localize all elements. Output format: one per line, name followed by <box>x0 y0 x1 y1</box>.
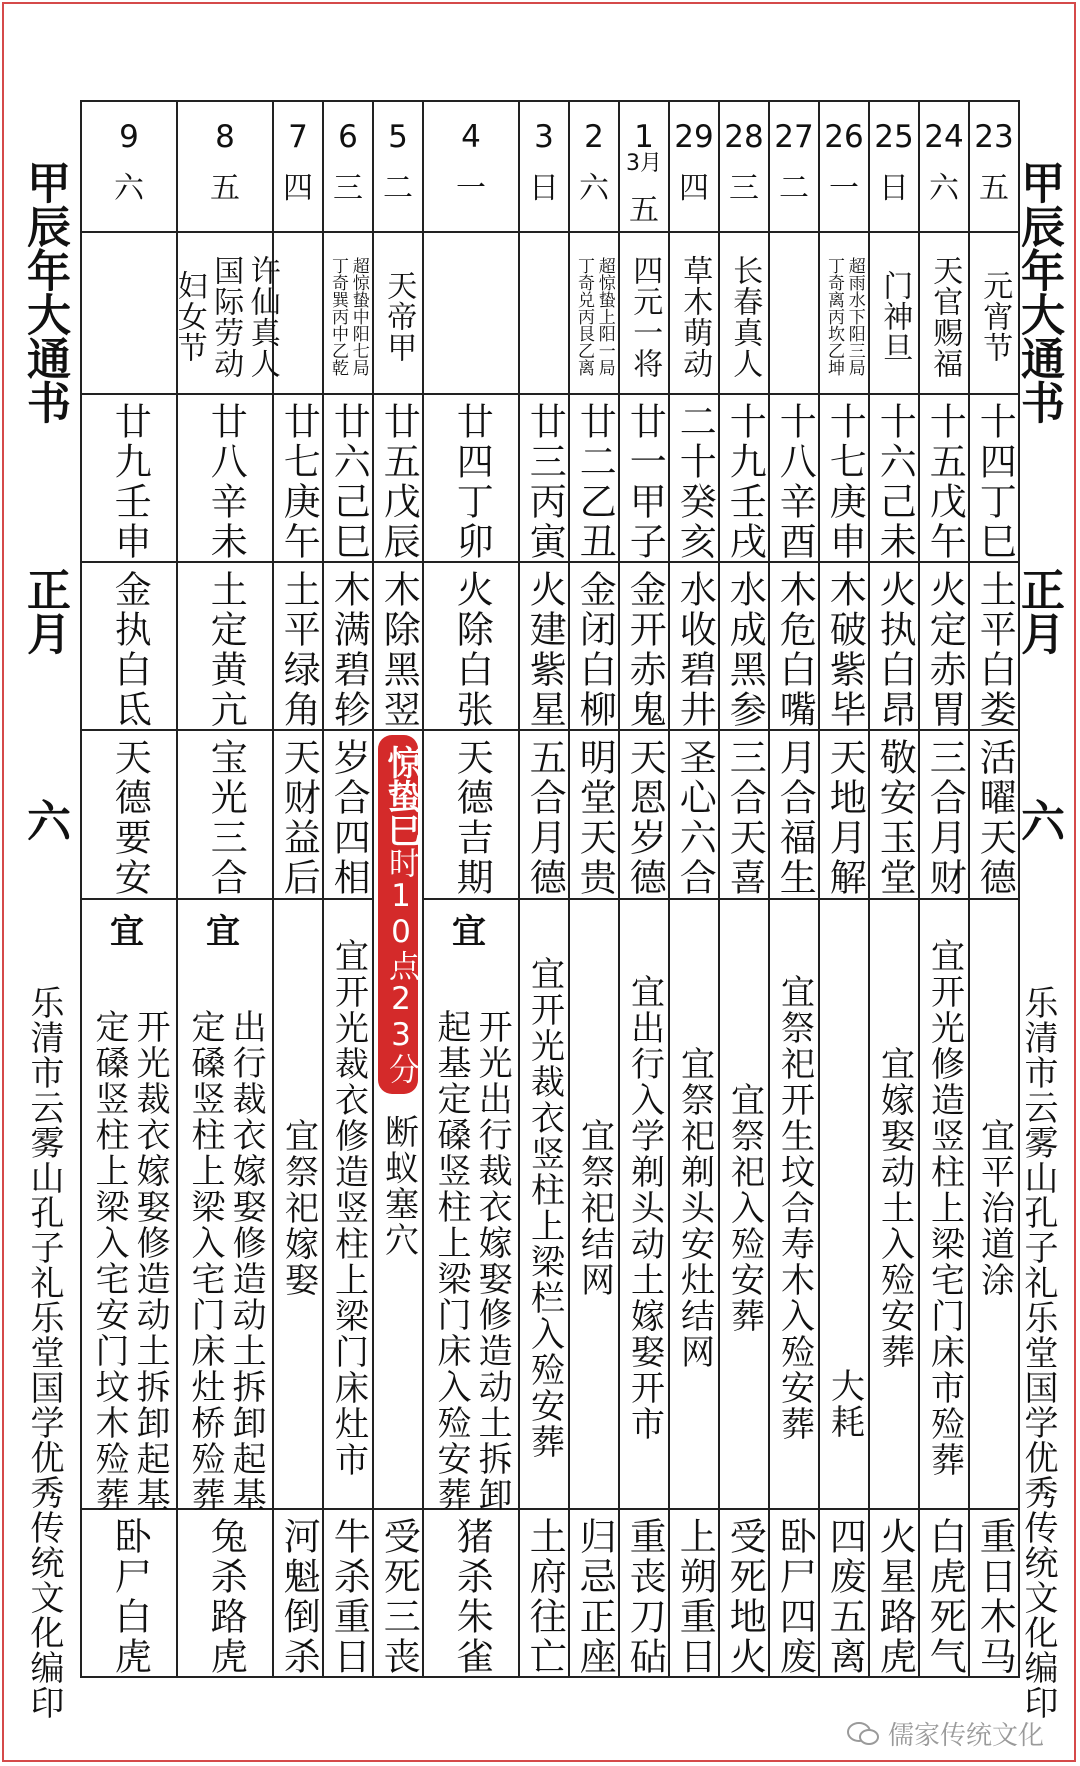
watermark-text: 儒家传统文化 <box>887 1721 1044 1751</box>
ganzhi-cell <box>819 394 869 562</box>
stars-cell <box>81 730 177 898</box>
lunar-date: 廿七庚午 <box>277 402 321 562</box>
festival-cell <box>669 232 719 394</box>
yi-text: 宜祭祀开生坟合寿木入殓安葬 <box>774 973 815 1442</box>
inauspicious-text: 四废五离 <box>823 1516 867 1677</box>
festival-cell <box>273 232 323 394</box>
lunar-date: 十四丁巳 <box>973 402 1017 562</box>
yi-text: 宜祭祀入殓安葬 <box>724 1081 765 1334</box>
date-cell <box>869 101 919 232</box>
stars-cell <box>323 730 373 898</box>
inauspicious-text: 上朔重日 <box>673 1516 717 1677</box>
stars-cell <box>519 730 569 898</box>
date-cell <box>177 101 273 232</box>
element-text: 木除黑翌 <box>377 570 421 731</box>
yi-cell <box>569 899 619 1509</box>
auspicious-stars: 圣心六合 <box>673 738 717 899</box>
element-cell <box>323 562 373 730</box>
festival-cell <box>919 232 969 394</box>
stars-cell <box>719 730 769 898</box>
publisher-right: 乐清市云雾山孔子礼乐堂国学优秀传统文化编印 <box>1018 985 1058 1720</box>
festival-cell <box>423 232 519 394</box>
yi-stack <box>920 900 968 1512</box>
ji-cell <box>569 1509 619 1677</box>
festival-stack <box>274 233 322 397</box>
festival-stack <box>171 233 280 397</box>
date-cell <box>769 101 819 232</box>
yi-text: 定磉竖柱上梁入宅门床灶桥殓葬 <box>185 1008 225 1513</box>
inauspicious-text: 牛杀重日 <box>327 1516 371 1677</box>
day-number: 7 <box>288 119 308 155</box>
ji-cell <box>819 1509 869 1677</box>
element-text: 金开赤鬼 <box>623 570 667 731</box>
stars-cell <box>423 730 519 898</box>
yi-stack <box>520 900 568 1512</box>
auspicious-stars: 宝光三合 <box>204 738 248 899</box>
month-label-left: 正月 <box>19 567 70 655</box>
auspicious-stars: 天德要安 <box>108 738 152 899</box>
watermark <box>846 1715 1044 1752</box>
yi-stack <box>178 953 272 1565</box>
auspicious-stars: 五合月德 <box>523 738 567 899</box>
stars-cell <box>869 730 919 898</box>
auspicious-stars: 天地月解 <box>823 738 867 899</box>
ganzhi-cell <box>81 394 177 562</box>
date-cell <box>423 101 519 232</box>
day-number: 8 <box>215 119 235 155</box>
yi-stack <box>82 953 176 1565</box>
ganzhi-cell <box>669 394 719 562</box>
yi-text: 宜祭祀剃头安灶结网 <box>674 1045 715 1370</box>
ganzhi-cell <box>323 394 373 562</box>
festival-cell <box>769 232 819 394</box>
ganzhi-cell <box>373 394 423 562</box>
stars-cell <box>769 730 819 898</box>
festival-cell <box>519 232 569 394</box>
lunar-date: 廿九壬申 <box>108 402 152 562</box>
yi-header: 宜 <box>110 911 148 952</box>
element-row <box>81 562 1019 730</box>
yi-text: 开光出行裁衣嫁娶修造动土拆卸 <box>472 1008 513 1513</box>
wechat-icon <box>846 1721 880 1747</box>
qimen-text: 丁奇巽丙中乙乾 <box>328 257 348 377</box>
date-cell <box>919 101 969 232</box>
festival-cell <box>969 232 1019 394</box>
festival-stack <box>720 233 768 397</box>
auspicious-stars: 明堂天贵 <box>573 738 617 899</box>
weekday: 三 <box>333 171 363 206</box>
ji-cell <box>919 1509 969 1677</box>
element-cell <box>769 562 819 730</box>
festival-stack <box>620 233 668 397</box>
qimen-text: 丁奇兑丙艮乙离 <box>574 257 594 377</box>
festival-cell <box>323 232 373 394</box>
yi-stack <box>274 900 322 1512</box>
festival-text: 长春真人 <box>727 254 763 379</box>
inauspicious-text: 火星路虎 <box>873 1516 917 1677</box>
element-text: 水成黑参 <box>723 570 767 731</box>
auspicious-stars: 敬安玉堂 <box>873 738 917 899</box>
ji-cell <box>969 1509 1019 1677</box>
inauspicious-text: 猪杀朱雀 <box>450 1516 494 1677</box>
yi-cell <box>81 899 177 1513</box>
festival-stack <box>570 233 618 397</box>
weekday: 二 <box>383 171 413 206</box>
yi-text: 宜开光裁衣修造竖柱上梁门床灶市 <box>328 937 369 1478</box>
yi-cell <box>719 899 769 1509</box>
ganzhi-cell <box>423 394 519 562</box>
inauspicious-text: 重日木马 <box>973 1516 1017 1677</box>
element-text: 金闭白柳 <box>573 570 617 731</box>
festival-stack <box>870 233 918 397</box>
ganzhi-row <box>81 394 1019 562</box>
yi-cell <box>423 899 519 1513</box>
festival-cell <box>373 232 423 394</box>
festival-text: 天官赐福 <box>927 254 963 379</box>
day-number: 25 <box>874 119 914 155</box>
qimen-text: 超惊蛰中阳七局 <box>348 257 369 377</box>
festival-text: 国际劳动 <box>208 254 244 379</box>
day-number: 29 <box>674 119 714 155</box>
festival-cell <box>569 232 619 394</box>
lunar-date: 廿四丁卯 <box>450 402 494 562</box>
ganzhi-cell <box>769 394 819 562</box>
yi-stack <box>570 900 618 1512</box>
weekday: 四 <box>679 171 709 206</box>
festival-stack <box>374 233 422 397</box>
stars-row <box>81 730 1019 898</box>
weekday: 六 <box>929 171 959 206</box>
stars-cell <box>969 730 1019 898</box>
lunar-date: 二十癸亥 <box>673 402 717 562</box>
date-cell <box>619 101 669 232</box>
stars-cell <box>919 730 969 898</box>
element-cell <box>619 562 669 730</box>
day-number: 2 <box>584 119 604 155</box>
inauspicious-text: 白虎死气 <box>923 1516 967 1677</box>
date-cell <box>373 101 423 232</box>
auspicious-stars: 天恩岁德 <box>623 738 667 899</box>
month-label-right: 正月 <box>1013 567 1064 655</box>
almanac-title-right: 甲辰年大通书 <box>1013 160 1064 424</box>
ji-row <box>81 1509 1019 1677</box>
festival-cell <box>81 232 177 394</box>
element-cell <box>669 562 719 730</box>
auspicious-stars: 天德吉期 <box>450 738 494 899</box>
auspicious-stars: 天财益后 <box>277 738 321 899</box>
date-cell <box>669 101 719 232</box>
day-number: 26 <box>824 119 864 155</box>
weekday: 二 <box>779 171 809 206</box>
stars-cell <box>273 730 323 898</box>
festival-stack <box>820 233 868 397</box>
day-number: 1 <box>634 119 654 155</box>
day-number: 9 <box>119 119 139 155</box>
qimen-text: 丁奇离丙坎乙坤 <box>824 257 844 377</box>
yi-text: 宜嫁娶动土入殓安葬 <box>874 1045 915 1370</box>
yi-text: 宜平治道涂 <box>974 1117 1015 1298</box>
yi-cell <box>519 899 569 1509</box>
element-cell <box>423 562 519 730</box>
day-number: 23 <box>974 119 1014 155</box>
lunar-date: 廿二乙丑 <box>573 402 617 562</box>
day-number: 3 <box>534 119 554 155</box>
qimen-text: 超惊蛰上阳一局 <box>594 257 615 377</box>
yi-stack <box>770 900 818 1512</box>
yi-text: 宜开光裁衣竖柱上梁栏入殓安葬 <box>524 955 565 1460</box>
element-text: 木危白嘴 <box>773 570 817 731</box>
element-cell <box>273 562 323 730</box>
ji-cell <box>519 1509 569 1677</box>
inauspicious-text: 卧尸四废 <box>773 1516 817 1677</box>
element-cell <box>81 562 177 730</box>
inauspicious-text: 卧尸白虎 <box>108 1516 152 1677</box>
page-number-right: 六 <box>1013 798 1064 842</box>
day-number: 24 <box>924 119 964 155</box>
element-cell <box>177 562 273 730</box>
yi-cell <box>769 899 819 1509</box>
weekday: 日 <box>529 171 559 206</box>
festival-text: 元宵节 <box>977 270 1013 364</box>
stars-cell <box>177 730 273 898</box>
festival-text: 门神旦 <box>877 270 913 364</box>
ji-cell <box>669 1509 719 1677</box>
day-number: 4 <box>461 119 481 155</box>
yi-cell <box>919 899 969 1509</box>
yi-cell <box>273 899 323 1509</box>
festival-text: 妇女节 <box>171 270 207 364</box>
element-text: 火除白张 <box>450 570 494 731</box>
yi-stack <box>720 900 768 1512</box>
lunar-date: 廿八辛未 <box>204 402 248 562</box>
festival-text: 四元一将 <box>627 254 663 379</box>
solar-term-cell <box>373 730 423 1508</box>
element-text: 水收碧井 <box>673 570 717 731</box>
yi-text: 宜开光修造竖柱上梁宅门床市殓葬 <box>924 937 965 1478</box>
element-cell <box>569 562 619 730</box>
date-row <box>81 101 1019 232</box>
element-text: 土定黄亢 <box>204 570 248 731</box>
yi-cell <box>619 899 669 1509</box>
ji-cell <box>869 1509 919 1677</box>
date-cell <box>819 101 869 232</box>
day-number: 28 <box>724 119 764 155</box>
festival-stack <box>520 233 568 397</box>
ji-cell <box>769 1509 819 1677</box>
almanac-title-left: 甲辰年大通书 <box>19 160 70 424</box>
festival-text: 天帝甲 <box>381 270 417 364</box>
weekday: 六 <box>579 171 609 206</box>
festival-cell <box>719 232 769 394</box>
weekday: 一 <box>456 171 486 206</box>
yi-header: 宜 <box>452 911 490 952</box>
date-cell <box>719 101 769 232</box>
festival-stack <box>424 233 518 397</box>
yi-stack <box>970 900 1018 1512</box>
yi-cell <box>669 899 719 1509</box>
yi-cell <box>819 899 869 1509</box>
weekday: 日 <box>879 171 909 206</box>
yi-cell <box>869 899 919 1509</box>
stars-cell <box>819 730 869 898</box>
ganzhi-cell <box>919 394 969 562</box>
ji-cell <box>719 1509 769 1677</box>
yi-stack <box>670 900 718 1512</box>
inauspicious-text: 兔杀路虎 <box>204 1516 248 1677</box>
festival-cell <box>171 232 280 394</box>
festival-stack <box>324 233 372 397</box>
element-cell <box>969 562 1019 730</box>
inauspicious-text: 受死三丧 <box>377 1516 421 1677</box>
lunar-date: 廿三丙寅 <box>523 402 567 562</box>
ganzhi-cell <box>273 394 323 562</box>
festival-text: 许仙真人 <box>244 254 280 379</box>
auspicious-stars: 三合天喜 <box>723 738 767 899</box>
element-text: 火定赤胃 <box>923 570 967 731</box>
festival-stack <box>970 233 1018 397</box>
element-text: 火建紫星 <box>523 570 567 731</box>
weekday: 五 <box>629 193 659 228</box>
inauspicious-text: 土府往亡 <box>523 1516 567 1677</box>
almanac-table <box>80 100 1020 1678</box>
yi-text: 起基定磉竖柱上梁门床入殓安葬 <box>431 1008 471 1513</box>
solar-term-badge <box>378 735 421 1094</box>
yi-cell <box>969 899 1019 1509</box>
month-marker: 3月 <box>626 151 662 176</box>
date-cell <box>323 101 373 232</box>
ji-cell <box>619 1509 669 1677</box>
element-text: 木满碧轸 <box>327 570 371 731</box>
festival-text: 草木萌动 <box>677 254 713 379</box>
day-number: 5 <box>388 119 408 155</box>
lunar-date: 廿五戊辰 <box>377 402 421 562</box>
weekday: 五 <box>210 171 240 206</box>
yi-text: 出行裁衣嫁娶修造动土拆卸起基 <box>226 1008 267 1513</box>
weekday: 三 <box>729 171 759 206</box>
yi-text: 大耗 <box>824 1367 865 1440</box>
ji-cell <box>273 1509 323 1677</box>
weekday: 六 <box>114 171 144 206</box>
element-cell <box>719 562 769 730</box>
lunar-date: 十五戊午 <box>923 402 967 562</box>
festival-stack <box>920 233 968 397</box>
inauspicious-text: 重丧刀砧 <box>623 1516 667 1677</box>
element-cell <box>373 562 423 730</box>
solar-term-name: 惊蛰巳 <box>381 745 421 848</box>
ganzhi-cell <box>719 394 769 562</box>
ganzhi-cell <box>519 394 569 562</box>
date-cell <box>969 101 1019 232</box>
date-cell <box>519 101 569 232</box>
date-cell <box>81 101 177 232</box>
yi-cell <box>323 899 373 1509</box>
yi-stack <box>424 953 518 1565</box>
festival-row <box>81 232 1019 394</box>
date-cell <box>273 101 323 232</box>
lunar-date: 十九壬戌 <box>723 402 767 562</box>
yi-text: 宜出行入学剃头动土嫁娶开市 <box>624 973 665 1442</box>
yi-stack <box>870 900 918 1512</box>
inauspicious-text: 受死地火 <box>723 1516 767 1677</box>
element-cell <box>519 562 569 730</box>
yi-text: 定磉竖柱上梁入宅安门坟木殓葬 <box>89 1008 129 1513</box>
ganzhi-cell <box>969 394 1019 562</box>
element-text: 木破紫毕 <box>823 570 867 731</box>
ji-cell <box>323 1509 373 1677</box>
element-cell <box>869 562 919 730</box>
solar-term-time: 时10点23分 <box>383 847 419 1085</box>
day-number: 6 <box>338 119 358 155</box>
element-cell <box>819 562 869 730</box>
ganzhi-cell <box>869 394 919 562</box>
yi-header: 宜 <box>206 911 244 952</box>
element-text: 土平白娄 <box>973 570 1017 731</box>
yi-text: 断蚁塞穴 <box>378 1114 419 1259</box>
weekday: 五 <box>979 171 1009 206</box>
lunar-date: 十六己未 <box>873 402 917 562</box>
element-text: 土平绿角 <box>277 570 321 731</box>
festival-stack <box>770 233 818 397</box>
festival-cell <box>869 232 919 394</box>
element-text: 火执白昂 <box>873 570 917 731</box>
element-text: 金执白氐 <box>108 570 152 731</box>
yi-text: 宜祭祀结网 <box>574 1117 615 1298</box>
festival-cell <box>619 232 669 394</box>
inauspicious-text: 河魁倒杀 <box>277 1516 321 1677</box>
yi-text: 宜祭祀嫁娶 <box>278 1117 319 1298</box>
publisher-left: 乐清市云雾山孔子礼乐堂国学优秀传统文化编印 <box>24 985 64 1720</box>
stars-cell <box>569 730 619 898</box>
festival-cell <box>819 232 869 394</box>
lunar-date: 十八辛酉 <box>773 402 817 562</box>
page-number-left: 六 <box>19 798 70 842</box>
lunar-date: 十七庚申 <box>823 402 867 562</box>
auspicious-stars: 月合福生 <box>773 738 817 899</box>
auspicious-stars: 三合月财 <box>923 738 967 899</box>
lunar-date: 廿六己巳 <box>327 402 371 562</box>
ganzhi-cell <box>569 394 619 562</box>
stars-cell <box>619 730 669 898</box>
qimen-text: 超雨水下阳三局 <box>844 257 865 377</box>
yi-stack <box>324 900 372 1512</box>
weekday: 四 <box>283 171 313 206</box>
festival-stack <box>82 233 176 397</box>
inauspicious-text: 归忌正座 <box>573 1516 617 1677</box>
ganzhi-cell <box>177 394 273 562</box>
date-cell <box>569 101 619 232</box>
auspicious-stars: 活曜天德 <box>973 738 1017 899</box>
day-number: 27 <box>774 119 814 155</box>
yi-row <box>81 899 1019 1509</box>
yi-stack <box>620 900 668 1512</box>
left-side-text <box>16 160 72 1720</box>
ji-cell <box>373 1509 423 1677</box>
element-cell <box>919 562 969 730</box>
ganzhi-cell <box>619 394 669 562</box>
auspicious-stars: 岁合四相 <box>327 738 371 899</box>
weekday: 一 <box>829 171 859 206</box>
festival-stack <box>670 233 718 397</box>
yi-text: 开光裁衣嫁娶修造动土拆卸起基 <box>130 1008 171 1513</box>
lunar-date: 廿一甲子 <box>623 402 667 562</box>
stars-cell <box>669 730 719 898</box>
yi-cell <box>177 899 273 1513</box>
